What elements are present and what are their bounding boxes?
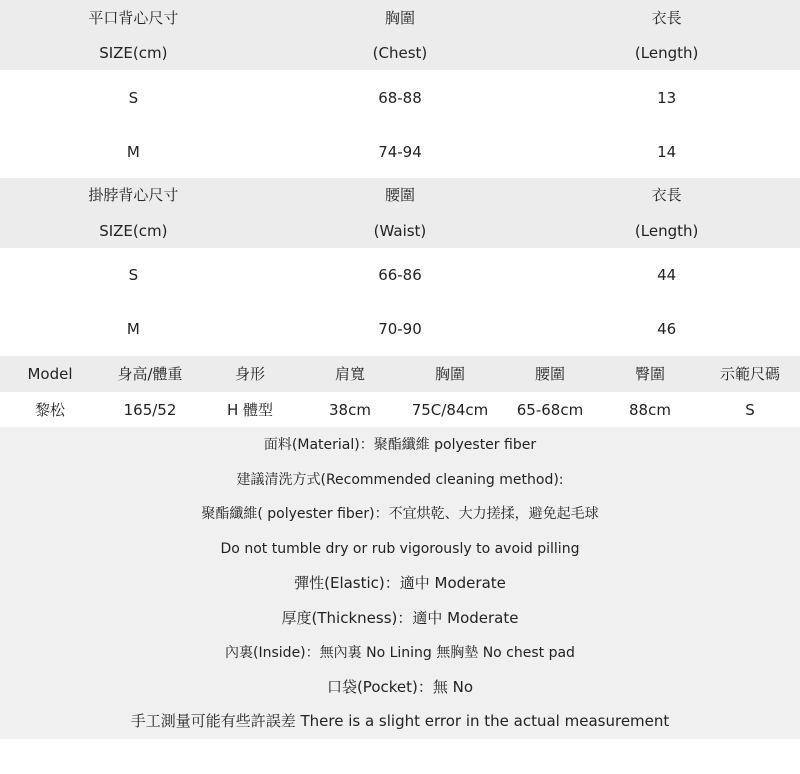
halter-table-body bbox=[0, 248, 800, 356]
halter-row-m-waist: 70-90 bbox=[378, 320, 422, 338]
model-header-waist: 腰圍 bbox=[534, 365, 565, 383]
model-header-model: Model bbox=[27, 365, 73, 383]
tank-header-length-sub: (Length) bbox=[634, 44, 699, 62]
tank-table-body bbox=[0, 70, 800, 178]
model-header-shoulder: 肩寬 bbox=[334, 365, 365, 383]
halter-row-s-length: 44 bbox=[657, 266, 677, 284]
tank-header-size-label: 平口背心尺寸 bbox=[88, 9, 179, 27]
info-cleaning-zh: 聚酯纖維( polyester fiber)：不宜烘乾、大力搓揉，避免起毛球 bbox=[201, 506, 599, 522]
model-name: 黎松 bbox=[34, 401, 65, 419]
halter-header-waist-sub: (Waist) bbox=[373, 222, 427, 240]
info-pocket: 口袋(Pocket)：無 No bbox=[326, 678, 474, 696]
model-size-worn: S bbox=[745, 401, 755, 419]
model-waist: 65-68cm bbox=[516, 401, 584, 419]
halter-row-s-waist: 66-86 bbox=[378, 266, 422, 284]
product-info-panel bbox=[0, 427, 800, 739]
model-header-body-type: 身形 bbox=[234, 365, 265, 383]
model-table-row bbox=[0, 392, 800, 427]
model-table-header bbox=[0, 356, 800, 392]
tank-row-m-length: 14 bbox=[657, 143, 677, 161]
model-body-type: H 體型 bbox=[226, 401, 274, 419]
halter-row-m-length: 46 bbox=[657, 320, 677, 338]
model-hip: 88cm bbox=[629, 401, 671, 419]
halter-header-size-label: 掛脖背心尺寸 bbox=[88, 186, 179, 204]
info-elastic: 彈性(Elastic)：適中 Moderate bbox=[294, 574, 506, 592]
model-chest: 75C/84cm bbox=[411, 401, 489, 419]
tank-row-s-chest: 68-88 bbox=[378, 89, 422, 107]
halter-header-size-sub: SIZE(cm) bbox=[99, 222, 168, 240]
tank-row-m-chest: 74-94 bbox=[378, 143, 422, 161]
info-inside: 內裏(Inside)：無內裏 No Lining 無胸墊 No chest pad bbox=[225, 645, 575, 661]
model-header-height-weight: 身高/體重 bbox=[117, 365, 183, 383]
halter-row-m-size: M bbox=[126, 320, 140, 338]
info-cleaning-en: Do not tumble dry or rub vigorously to avoid pilling bbox=[220, 541, 580, 557]
model-height-weight: 165/52 bbox=[123, 401, 177, 419]
info-material: 面料(Material)：聚酯纖維 polyester fiber bbox=[263, 437, 537, 453]
tank-header-length-label: 衣長 bbox=[651, 9, 682, 27]
tank-table-header bbox=[0, 0, 800, 70]
halter-row-s-size: S bbox=[128, 266, 139, 284]
halter-table-header bbox=[0, 178, 800, 248]
halter-header-waist-label: 腰圍 bbox=[384, 186, 415, 204]
tank-header-size-sub: SIZE(cm) bbox=[99, 44, 168, 62]
tank-row-s-size: S bbox=[128, 89, 139, 107]
model-header-hip: 臀圍 bbox=[634, 365, 665, 383]
tank-header-chest-label: 胸圍 bbox=[384, 9, 415, 27]
info-measurement-note: 手工測量可能有些許誤差 There is a slight error in the actual measurement bbox=[130, 712, 670, 730]
model-header-size-worn: 示範尺碼 bbox=[719, 365, 780, 383]
model-shoulder: 38cm bbox=[329, 401, 371, 419]
model-header-chest: 胸圍 bbox=[434, 365, 465, 383]
tank-row-m-size: M bbox=[126, 143, 140, 161]
halter-header-length-label: 衣長 bbox=[651, 186, 682, 204]
halter-header-length-sub: (Length) bbox=[634, 222, 699, 240]
tank-row-s-length: 13 bbox=[657, 89, 677, 107]
info-cleaning-title: 建議清洗方式(Recommended cleaning method): bbox=[236, 472, 564, 488]
tank-header-chest-sub: (Chest) bbox=[372, 44, 428, 62]
info-thickness: 厚度(Thickness)：適中 Moderate bbox=[281, 609, 519, 627]
